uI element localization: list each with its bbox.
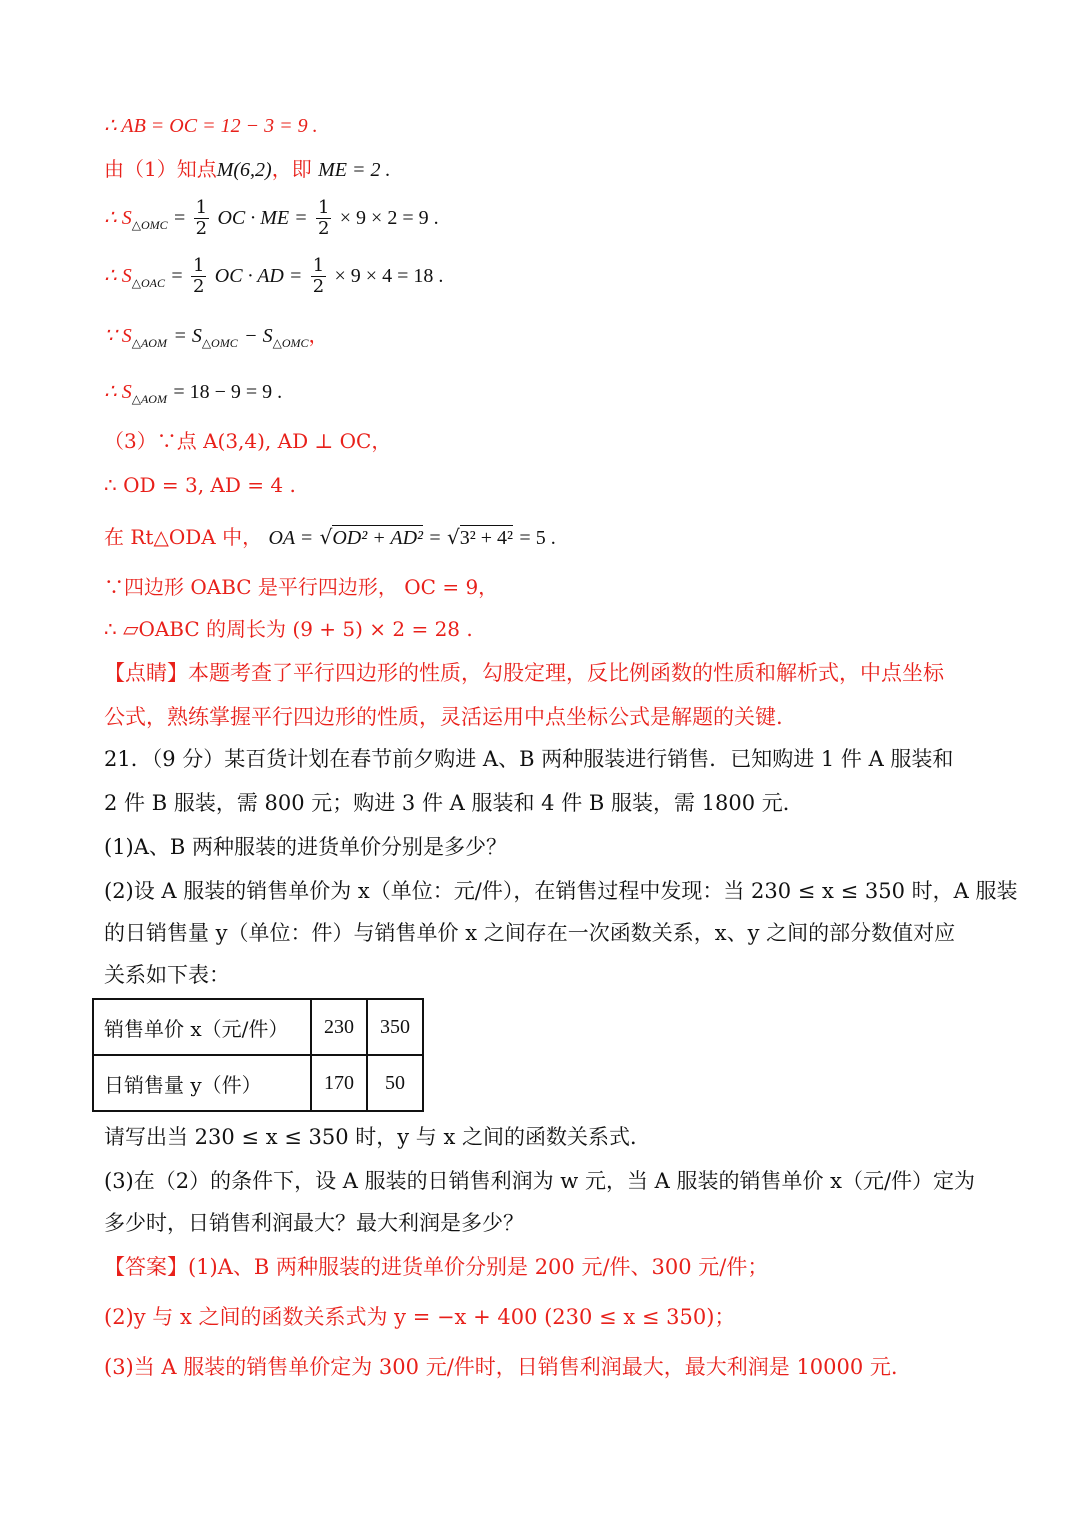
math: − S: [244, 325, 273, 347]
math: OC · ME =: [217, 207, 308, 229]
fraction-denominator: 2: [195, 218, 208, 239]
math: × 9 × 4 = 18 .: [334, 265, 444, 287]
solution-line-2: [104, 154, 390, 185]
answer-line-3: [104, 1352, 898, 1382]
question-part-2-line-2: [104, 918, 955, 948]
text: (2)设 A 服装的销售单价为 x（单位：元/件），在销售过程中发现：当 230 ≤ x ≤ 350 时，A 服装: [104, 879, 1018, 903]
text: ，: [308, 323, 329, 347]
math: =: [171, 265, 183, 287]
text: 多少时，日销售利润最大？最大利润是多少？: [104, 1211, 524, 1235]
sqrt-content: OD² + AD²: [332, 527, 424, 549]
subscript: △OMC: [201, 336, 238, 350]
question-line-1: [104, 744, 953, 774]
text: 请写出当 230 ≤ x ≤ 350 时，y 与 x 之间的函数关系式．: [104, 1125, 651, 1149]
text: 在 Rt△ODA 中，: [104, 525, 263, 549]
sqrt-content: 3² + 4²: [459, 527, 514, 549]
table-cell: 50: [367, 1055, 423, 1111]
table-cell: 170: [311, 1055, 367, 1111]
math: × 9 × 2 = 9 .: [339, 207, 439, 229]
solution-line-8: [104, 470, 296, 500]
answer-line-1: [104, 1252, 768, 1282]
solution-line-9: [104, 522, 556, 553]
solution-line-3: [104, 198, 439, 240]
math: =: [174, 207, 186, 229]
fraction-denominator: 2: [312, 276, 325, 297]
solution-line-4: [104, 256, 443, 298]
sqrt-icon: √: [319, 525, 333, 549]
text: 关系如下表：: [104, 963, 230, 987]
table-cell: 230: [311, 999, 367, 1055]
fraction-numerator: 1: [195, 197, 208, 218]
text: 的日销售量 y（单位：件）与销售单价 x 之间存在一次函数关系，x、y 之间的部分数值对应: [104, 921, 956, 945]
data-table: [92, 998, 424, 1112]
question-part-2-line-1: [104, 876, 1017, 906]
fraction: [311, 256, 326, 297]
text: 由（1）知点: [104, 157, 217, 181]
table-row: [93, 1055, 423, 1111]
subscript: △OMC: [272, 336, 309, 350]
fraction: [191, 256, 206, 297]
solution-line-10: [104, 572, 498, 602]
question-part-3-line-1: [104, 1166, 975, 1196]
text: (3)当 A 服装的销售单价定为 300 元/件时，日销售利润最大，最大利润是 10000 元.: [104, 1355, 898, 1379]
fraction-numerator: 1: [192, 255, 205, 276]
math: ∴ S: [104, 265, 132, 287]
text: ∵四边形 OABC 是平行四边形， OC = 9，: [104, 575, 499, 599]
fraction-numerator: 1: [317, 197, 330, 218]
table-cell: 日销售量 y（件）: [93, 1055, 311, 1111]
subscript: △AOM: [131, 336, 167, 350]
math: = 5 .: [519, 527, 556, 549]
solution-line-6: [104, 376, 282, 414]
math: = 18 − 9 = 9 .: [173, 381, 283, 403]
question-part-2-line-3: [104, 960, 230, 990]
answer-line-2: [104, 1302, 735, 1332]
question-part-3-line-2: [104, 1208, 524, 1238]
math: ∵ S: [104, 325, 132, 347]
solution-line-5: [104, 320, 329, 358]
text: （3）∵点 A(3,4), AD ⊥ OC，: [104, 429, 392, 453]
table-cell: 350: [367, 999, 423, 1055]
solution-line-7: [104, 426, 391, 456]
question-line-2: [104, 788, 804, 818]
text: ，即: [271, 157, 312, 181]
solution-line-1: [104, 110, 318, 141]
subscript: △OAC: [131, 276, 165, 290]
fraction-denominator: 2: [317, 218, 330, 239]
comment-line-1: [104, 658, 944, 688]
math: ME = 2 .: [318, 159, 391, 181]
question-part-1: [104, 832, 507, 862]
table-row: [93, 999, 423, 1055]
text: 公式，熟练掌握平行四边形的性质，灵活运用中点坐标公式是解题的关键.: [104, 705, 783, 729]
math: M(6,2): [216, 159, 272, 181]
solution-line-11: [104, 614, 473, 644]
text: 2 件 B 服装，需 800 元；购进 3 件 A 服装和 4 件 B 服装，需 1800 元．: [104, 791, 804, 815]
math: ∴ S: [104, 207, 132, 229]
subscript: △AOM: [131, 392, 167, 406]
text: (3)在（2）的条件下，设 A 服装的日销售利润为 w 元，当 A 服装的销售单价 x（元/件）定为: [104, 1169, 976, 1193]
math: OA =: [268, 527, 314, 549]
text: (1)A、B 两种服装的进货单价分别是多少？: [104, 835, 508, 859]
text: (2)y 与 x 之间的函数关系式为 y = −x + 400 (230 ≤ x ≤ 350)；: [104, 1305, 736, 1329]
table-cell: 销售单价 x（元/件）: [93, 999, 311, 1055]
subscript: △OMC: [131, 218, 168, 232]
text: ∴ ▱OABC 的周长为 (9 + 5) × 2 = 28 .: [104, 617, 473, 641]
question-part-2-line-4: [104, 1122, 651, 1152]
math: ∴ S: [104, 381, 132, 403]
text: 21．（9 分）某百货计划在春节前夕购进 A、B 两种服装进行销售．已知购进 1 件 A 服装和: [104, 747, 954, 771]
fraction-denominator: 2: [192, 276, 205, 297]
text: ∴ AB = OC = 12 − 3 = 9 .: [104, 115, 318, 137]
sqrt-icon: √: [447, 525, 460, 549]
fraction-numerator: 1: [312, 255, 325, 276]
math: =: [429, 527, 441, 549]
text: 【点睛】本题考查了平行四边形的性质，勾股定理，反比例函数的性质和解析式，中点坐标: [104, 661, 944, 685]
math: = S: [173, 325, 202, 347]
fraction: [316, 198, 331, 239]
text: 【答案】(1)A、B 两种服装的进货单价分别是 200 元/件、300 元/件；: [104, 1255, 769, 1279]
text: ∴ OD = 3, AD = 4 .: [104, 473, 296, 497]
math: OC · AD =: [214, 265, 303, 287]
fraction: [194, 198, 209, 239]
comment-line-2: [104, 702, 783, 732]
